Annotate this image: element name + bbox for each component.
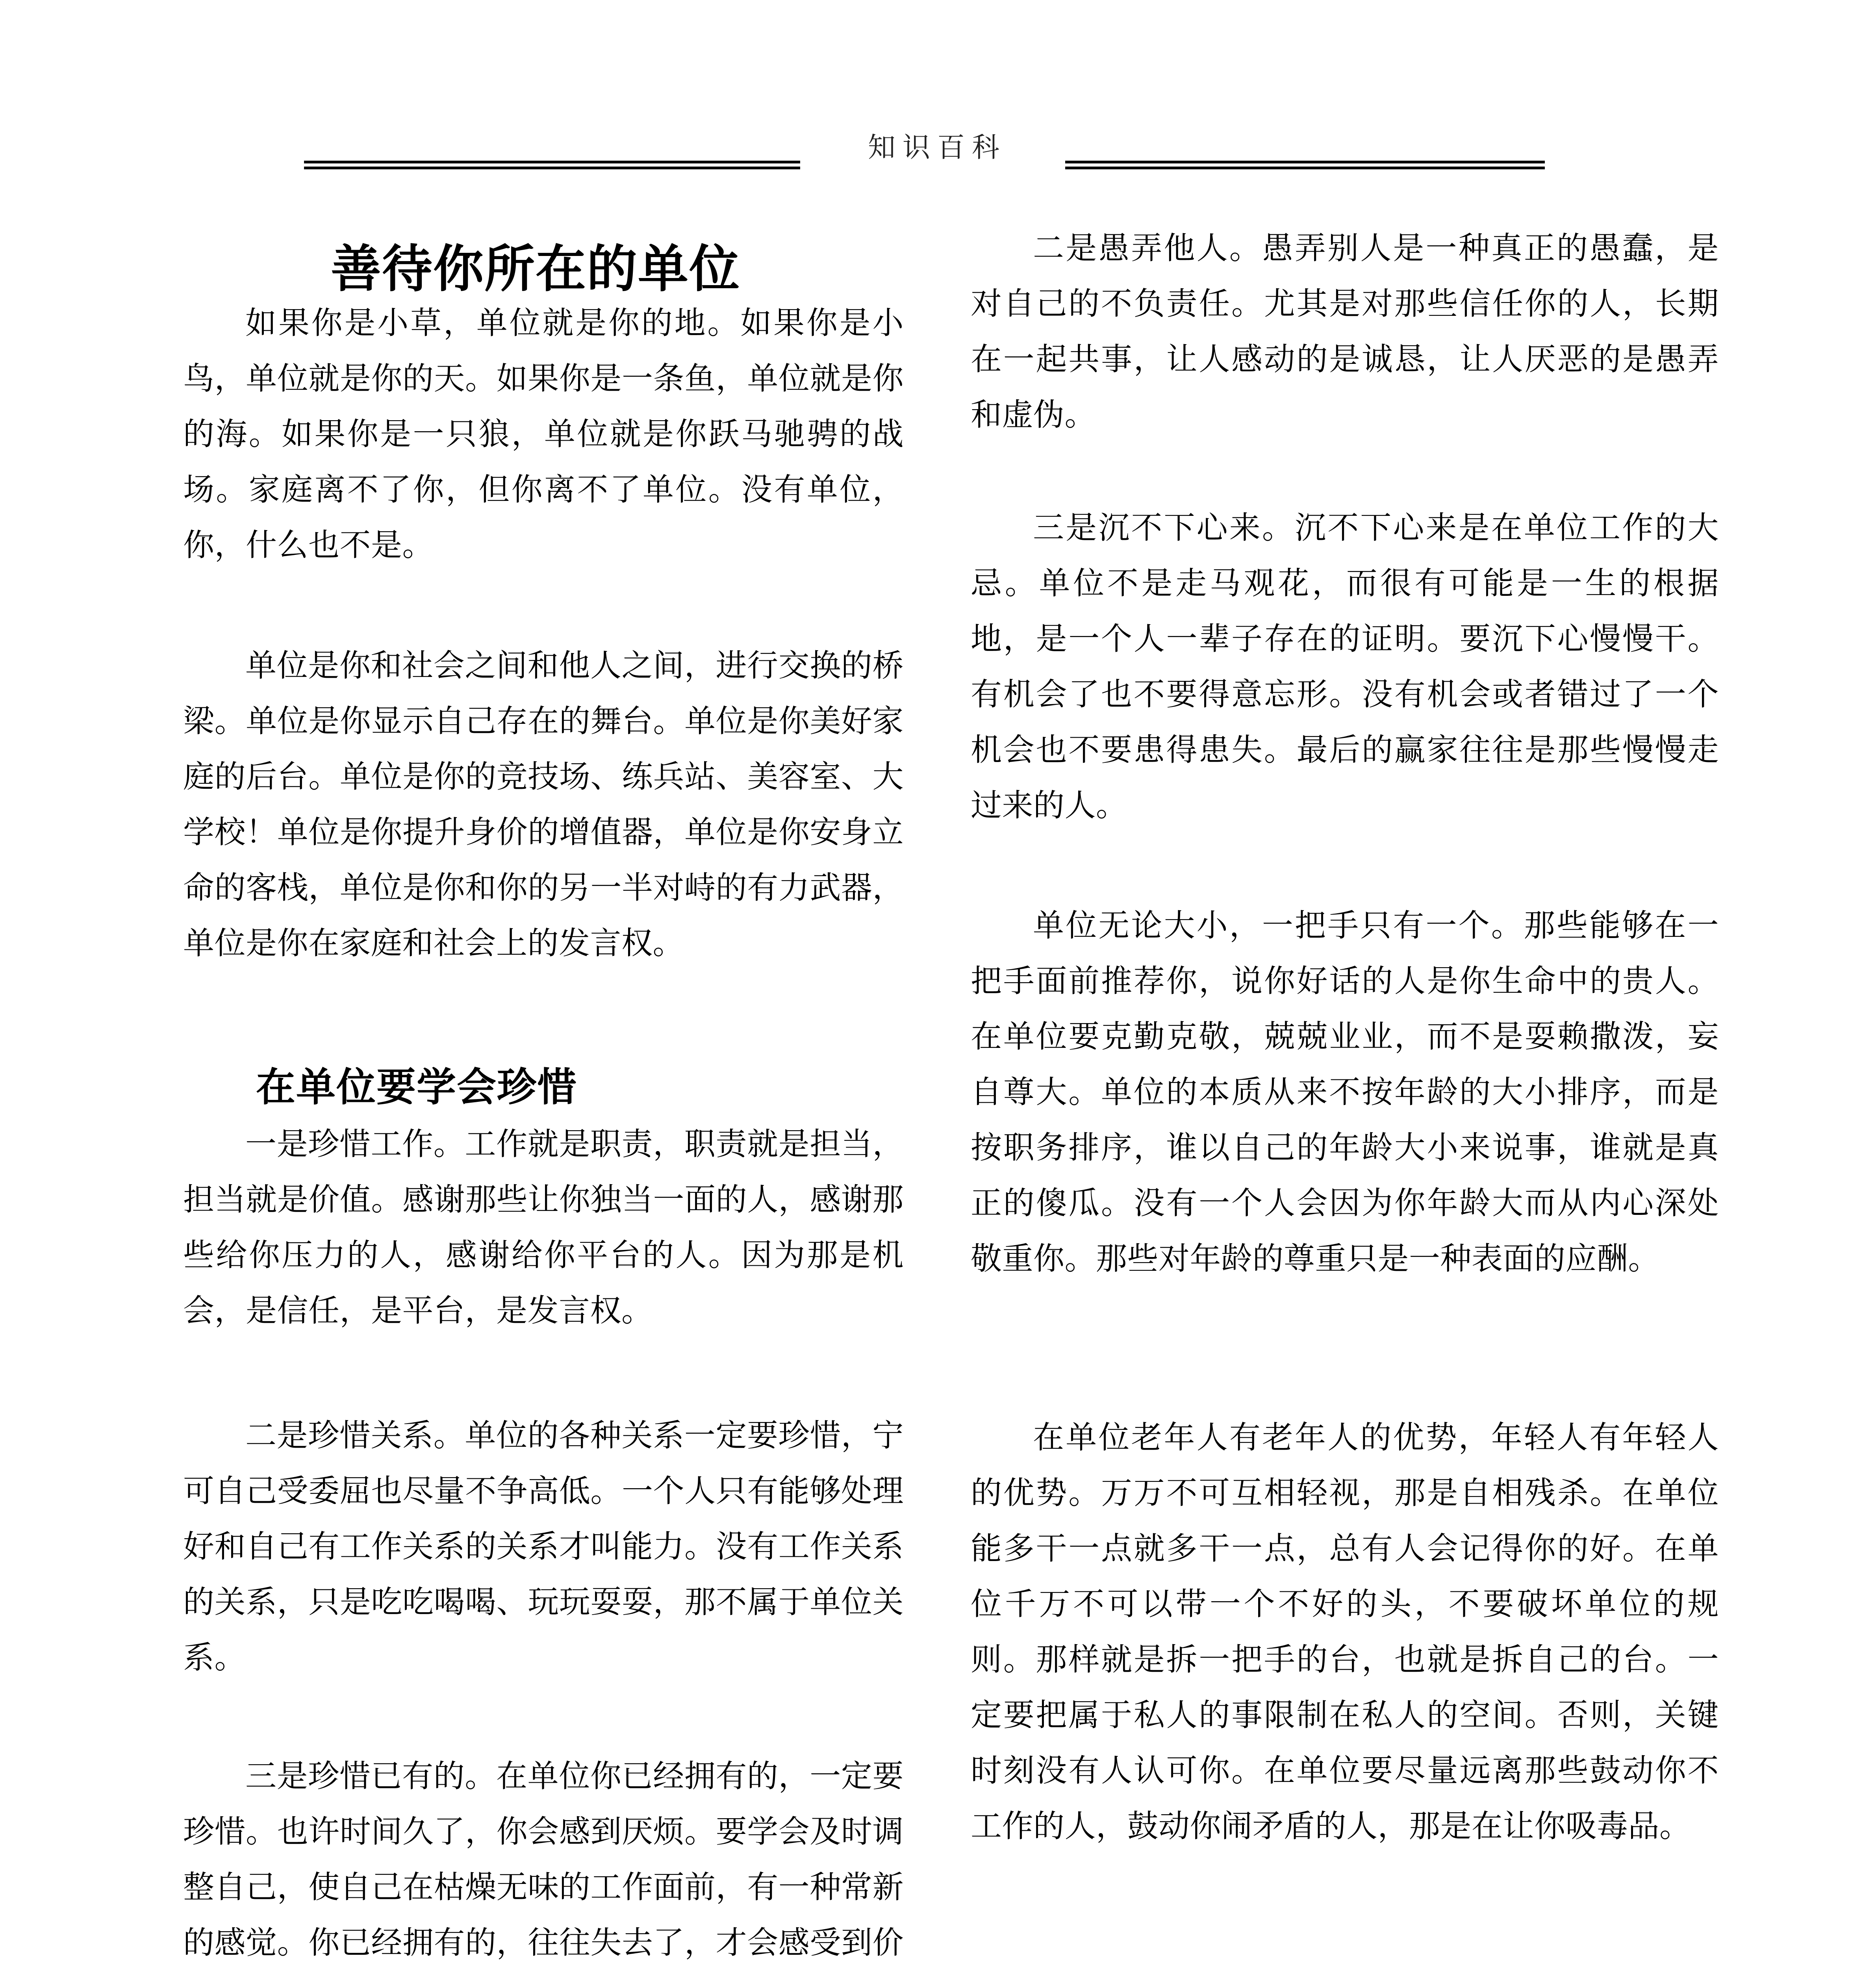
cherish-paragraph-1: 一是珍惜工作。工作就是职责，职责就是担当，担当就是价值。感谢那些让你独当一面的人，感谢那些给你压力的人，感谢给你平台的人。因为那是机会，是信任，是平台，是发言权。	[183, 1126, 904, 1329]
section-label: 知识百科	[868, 131, 1007, 163]
cherish-paragraph-3: 三是珍惜已有的。在单位你已经拥有的，一定要珍惜。也许时间久了，你会感到厌烦。要学会及时调整自己，使自己在枯燥无味的工作面前，有一种常新的感觉。你已经拥有的，往往失去了，才会感受到价	[183, 1758, 904, 1961]
taboo-paragraph-3: 三是沉不下心来。沉不下心来是在单位工作的大忌。单位不是走马观花，而很有可能是一生的根据地，是一个人一辈子存在的证明。要沉下心慢慢干。有机会了也不要得意忘形。没有机会或者错过了一个机会也不要患得患失。最后的赢家往往是那些慢慢走过来的人。	[971, 510, 1719, 823]
intro-paragraph-1: 如果你是小草，单位就是你的地。如果你是小鸟，单位就是你的天。如果你是一条鱼，单位就是你的海。如果你是一只狼，单位就是你跃马驰骋的战场。家庭离不了你，但你离不了单位。没有单位，你，什么也不是。	[183, 305, 904, 563]
header-rule-left	[304, 161, 800, 169]
header-rule-right	[1065, 161, 1545, 169]
closing-paragraph-1: 单位无论大小，一把手只有一个。那些能够在一把手面前推荐你，说你好话的人是你生命中的贵人。在单位要克勤克敬，兢兢业业，而不是耍赖撒泼，妄自尊大。单位的本质从来不按年龄的大小排序，而是按职务排序，谁以自己的年龄大小来说事，谁就是真正的傻瓜。没有一个人会因为你年龄大而从内心深处敬重你。那些对年龄的尊重只是一种表面的应酬。	[971, 907, 1719, 1277]
closing-paragraph-2: 在单位老年人有老年人的优势，年轻人有年轻人的优势。万万不可互相轻视，那是自相残杀。在单位能多干一点就多干一点，总有人会记得你的好。在单位千万不可以带一个不好的头，不要破坏单位的规则。那样就是拆一把手的台，也就是拆自己的台。一定要把属于私人的事限制在私人的空间。否则，关键时刻没有人认可你。在单位要尽量远离那些鼓动你不工作的人，鼓动你闹矛盾的人，那是在让你吸毒品。	[971, 1419, 1719, 1844]
section-heading-cherish: 在单位要学会珍惜	[256, 1064, 577, 1110]
closing-paragraph-3	[971, 1965, 1719, 1969]
intro-paragraph-2: 单位是你和社会之间和他人之间，进行交换的桥梁。单位是你显示自己存在的舞台。单位是你美好家庭的后台。单位是你的竞技场、练兵站、美容室、大学校！单位是你提升身价的增值器，单位是你安身立命的客栈，单位是你和你的另一半对峙的有力武器，单位是你在家庭和社会上的发言权。	[183, 647, 904, 961]
cherish-paragraph-2: 二是珍惜关系。单位的各种关系一定要珍惜，宁可自己受委屈也尽量不争高低。一个人只有能够处理好和自己有工作关系的关系才叫能力。没有工作关系的关系，只是吃吃喝喝、玩玩耍耍，那不属于单位关系。	[183, 1417, 904, 1676]
taboo-paragraph-2: 二是愚弄他人。愚弄别人是一种真正的愚蠢，是对自己的不负责任。尤其是对那些信任你的人，长期在一起共事，让人感动的是诚恳，让人厌恶的是愚弄和虚伪。	[971, 230, 1719, 433]
article-title: 善待你所在的单位	[331, 239, 741, 299]
